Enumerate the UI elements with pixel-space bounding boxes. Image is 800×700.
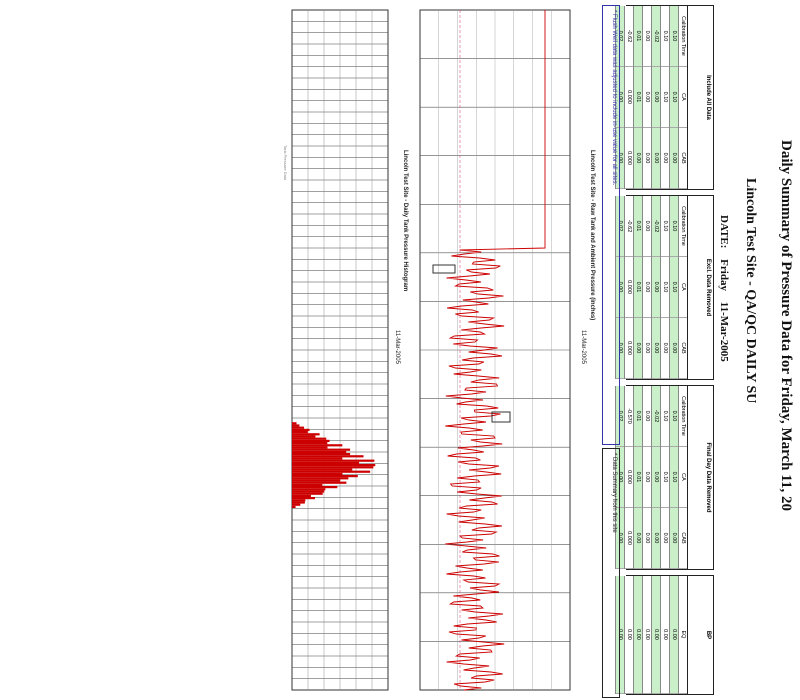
histogram-bar: [292, 451, 346, 453]
table-cell: 0.00: [652, 508, 660, 569]
table-cell: 0.00: [643, 257, 651, 318]
histogram-bar: [292, 440, 329, 442]
table-cell: 0.02: [616, 6, 624, 67]
table-cell: 0.10: [670, 196, 678, 257]
column-header: CAB: [679, 508, 687, 569]
histogram-bar: [292, 453, 350, 455]
table-row: [624, 386, 633, 569]
histogram-bar: [292, 477, 348, 479]
summary-table: [617, 385, 714, 570]
table-header: Include All Data: [687, 6, 713, 189]
histogram-bar: [292, 442, 327, 444]
table-row: [633, 196, 642, 379]
table-cell: 0.00: [634, 508, 642, 569]
table-cell: 0.00: [643, 128, 651, 189]
table-cell: 0.00: [643, 508, 651, 569]
table-cell: 0.10: [661, 196, 669, 257]
table-row: [633, 386, 642, 569]
table-cell: 0.10: [670, 67, 678, 128]
column-header: Calibration Time: [679, 196, 687, 257]
histogram-bar: [292, 488, 325, 490]
table-cell: 0.02: [616, 196, 624, 257]
histogram-bar: [292, 431, 308, 433]
footer-note: Tank Pressure Data: [283, 145, 288, 181]
table-cell: 0.00: [643, 196, 651, 257]
pressure-line-chart: [410, 0, 580, 700]
table-cell: 0.10: [670, 386, 678, 447]
histogram-bar: [292, 506, 296, 508]
table-cell: 0.01: [634, 386, 642, 447]
histogram-bar: [292, 424, 299, 426]
histogram-bar: [292, 490, 324, 492]
report-title: Daily Summary of Pressure Data for Friday, March 11, 20: [778, 140, 794, 511]
column-header: Calibration Time: [679, 386, 687, 447]
table-row: [669, 6, 678, 189]
column-header: Calibration Time: [679, 6, 687, 67]
table-cell: 0.00: [625, 576, 633, 694]
table-row: [642, 576, 651, 694]
table-cell: 0.00: [634, 128, 642, 189]
table-cell: 0.000: [625, 257, 633, 318]
date-day: Friday: [718, 259, 730, 291]
table-cell: 0.000: [625, 318, 633, 379]
table-cell: 0.00: [616, 447, 624, 508]
table-cell: 0.00: [661, 576, 669, 694]
table-cell: 0.00: [616, 257, 624, 318]
histogram-bar: [292, 471, 370, 473]
table-row: [624, 576, 633, 694]
table-cell: 0.00: [670, 128, 678, 189]
column-header: CA: [679, 67, 687, 128]
histogram-bar: [292, 433, 320, 435]
table-cell: 0.00: [652, 128, 660, 189]
report-subtitle: Lincoln Test Site - QA/QC DAILY SU: [743, 178, 758, 404]
histogram-bar: [292, 422, 297, 424]
table-cell: -0.62: [625, 6, 633, 67]
table-row: [660, 6, 669, 189]
pressure-histogram-chart: [290, 0, 390, 700]
table-cell: 0.00: [616, 576, 624, 694]
summary-table: [617, 5, 714, 190]
table-cell: 0.000: [625, 128, 633, 189]
column-header: CAB: [679, 318, 687, 379]
table-cell: 0.00: [652, 318, 660, 379]
table-row: [651, 576, 660, 694]
table-cell: 0.00: [643, 318, 651, 379]
column-header: CAB: [679, 128, 687, 189]
table-cell: 0.00: [643, 6, 651, 67]
table-row: [669, 196, 678, 379]
table-row: [633, 6, 642, 189]
table-column-headers: [678, 386, 687, 569]
table-cell: 0.01: [634, 196, 642, 257]
histogram-bar: [292, 484, 322, 486]
chart1-caption: Lincoln Test Site - Raw Tank and Ambient Pressure (inches): [589, 150, 595, 321]
histogram-bar: [292, 438, 326, 440]
table-cell: 0.00: [643, 576, 651, 694]
table-cell: -0.02: [652, 386, 660, 447]
notes-right: * Data Summary from this site: [602, 448, 620, 698]
chart2-caption: Lincoln Test Site - Daily Tank Pressure Histogram: [402, 150, 408, 292]
table-cell: 0.10: [670, 6, 678, 67]
histogram-bar: [292, 427, 304, 429]
table-row: [669, 576, 678, 694]
table-cell: 0.00: [652, 257, 660, 318]
table-header: BP: [687, 576, 713, 694]
table-row: [669, 386, 678, 569]
table-column-headers: [678, 576, 687, 694]
table-cell: 0.00: [634, 318, 642, 379]
column-header: CA: [679, 447, 687, 508]
table-cell: -0.62: [625, 196, 633, 257]
histogram-bar: [292, 446, 327, 448]
table-cell: 0.01: [634, 67, 642, 128]
summary-table: [617, 195, 714, 380]
table-row: [633, 576, 642, 694]
table-cell: 0.00: [643, 67, 651, 128]
table-cell: 0.02: [616, 386, 624, 447]
histogram-bar: [292, 468, 352, 470]
histogram-bar: [292, 466, 373, 468]
histogram-bar: [292, 499, 305, 501]
viewer-margin: [0, 0, 167, 618]
table-cell: 0.000: [625, 508, 633, 569]
histogram-bar: [292, 457, 342, 459]
table-row: [660, 576, 669, 694]
histogram-bar: [292, 460, 374, 462]
chart1-date: 11-Mar-2005: [580, 330, 586, 364]
table-cell: 0.10: [661, 386, 669, 447]
notes-left: * Flush Well data was adjusted to include in-use value for all sites.: [602, 5, 620, 445]
table-header: Excl. Data Removed: [687, 196, 713, 379]
histogram-bar: [292, 435, 315, 437]
histogram-bar: [292, 497, 315, 499]
date-label: DATE:: [718, 215, 730, 249]
date-value: 11-Mar-2005: [718, 301, 730, 362]
histogram-bar: [292, 462, 359, 464]
table-row: [660, 196, 669, 379]
table-column-headers: [678, 196, 687, 379]
table-cell: 0.10: [661, 257, 669, 318]
histogram-bar: [292, 501, 305, 503]
histogram-bar: [292, 464, 375, 466]
table-row: [660, 386, 669, 569]
table-row: [651, 386, 660, 569]
table-cell: 0.01: [634, 447, 642, 508]
table-cell: 0.00: [616, 67, 624, 128]
histogram-bar: [292, 429, 310, 431]
table-row: [624, 196, 633, 379]
table-cell: 0.01: [634, 6, 642, 67]
histogram-bar: [292, 495, 311, 497]
histogram-bar: [292, 473, 342, 475]
report-date-line: [718, 215, 730, 370]
table-cell: 0.000: [625, 447, 633, 508]
table-row: [624, 6, 633, 189]
histogram-bar: [292, 449, 350, 451]
table-cell: -0.02: [652, 196, 660, 257]
table-cell: 0.00: [661, 128, 669, 189]
table-cell: 0.00: [634, 576, 642, 694]
table-cell: 0.00: [670, 318, 678, 379]
table-cell: 0.10: [661, 447, 669, 508]
document-page: [166, 0, 800, 640]
table-cell: 0.00: [616, 128, 624, 189]
table-row: [642, 386, 651, 569]
table-cell: 0.10: [670, 447, 678, 508]
table-row: [651, 196, 660, 379]
histogram-bar: [292, 479, 340, 481]
histogram-bar: [292, 504, 300, 506]
table-cell: 0.000: [625, 67, 633, 128]
table-cell: -0.02: [652, 6, 660, 67]
histogram-bar: [292, 493, 323, 495]
table-cell: 0.00: [652, 576, 660, 694]
table-cell: 0.00: [661, 318, 669, 379]
table-cell: 0.10: [670, 257, 678, 318]
table-cell: 0.00: [616, 508, 624, 569]
table-row: [642, 6, 651, 189]
histogram-bar: [292, 482, 346, 484]
table-cell: 0.10: [661, 67, 669, 128]
summary-table: [617, 575, 714, 695]
column-header: CA: [679, 257, 687, 318]
histogram-bar: [292, 486, 337, 488]
table-row: [651, 6, 660, 189]
table-cell: 0.00: [652, 67, 660, 128]
table-header: Final Day Data Removed: [687, 386, 713, 569]
table-cell: 0.00: [652, 447, 660, 508]
table-cell: 0.00: [616, 318, 624, 379]
table-cell: 0.00: [670, 508, 678, 569]
histogram-bar: [292, 455, 364, 457]
table-cell: 0.00: [661, 508, 669, 569]
table-cell: 0.10: [661, 6, 669, 67]
chart2-date: 11-Mar-2005: [394, 330, 400, 364]
table-column-headers: [678, 6, 687, 189]
column-header: EQ: [679, 576, 687, 694]
table-cell: 0.00: [670, 576, 678, 694]
histogram-bar: [292, 444, 342, 446]
table-row: [642, 196, 651, 379]
rotated-report: [280, 0, 800, 700]
table-cell: 0.01: [634, 257, 642, 318]
table-cell: -0.570: [625, 386, 633, 447]
table-cell: 0.00: [643, 447, 651, 508]
table-cell: 0.00: [643, 386, 651, 447]
histogram-bar: [292, 475, 358, 477]
